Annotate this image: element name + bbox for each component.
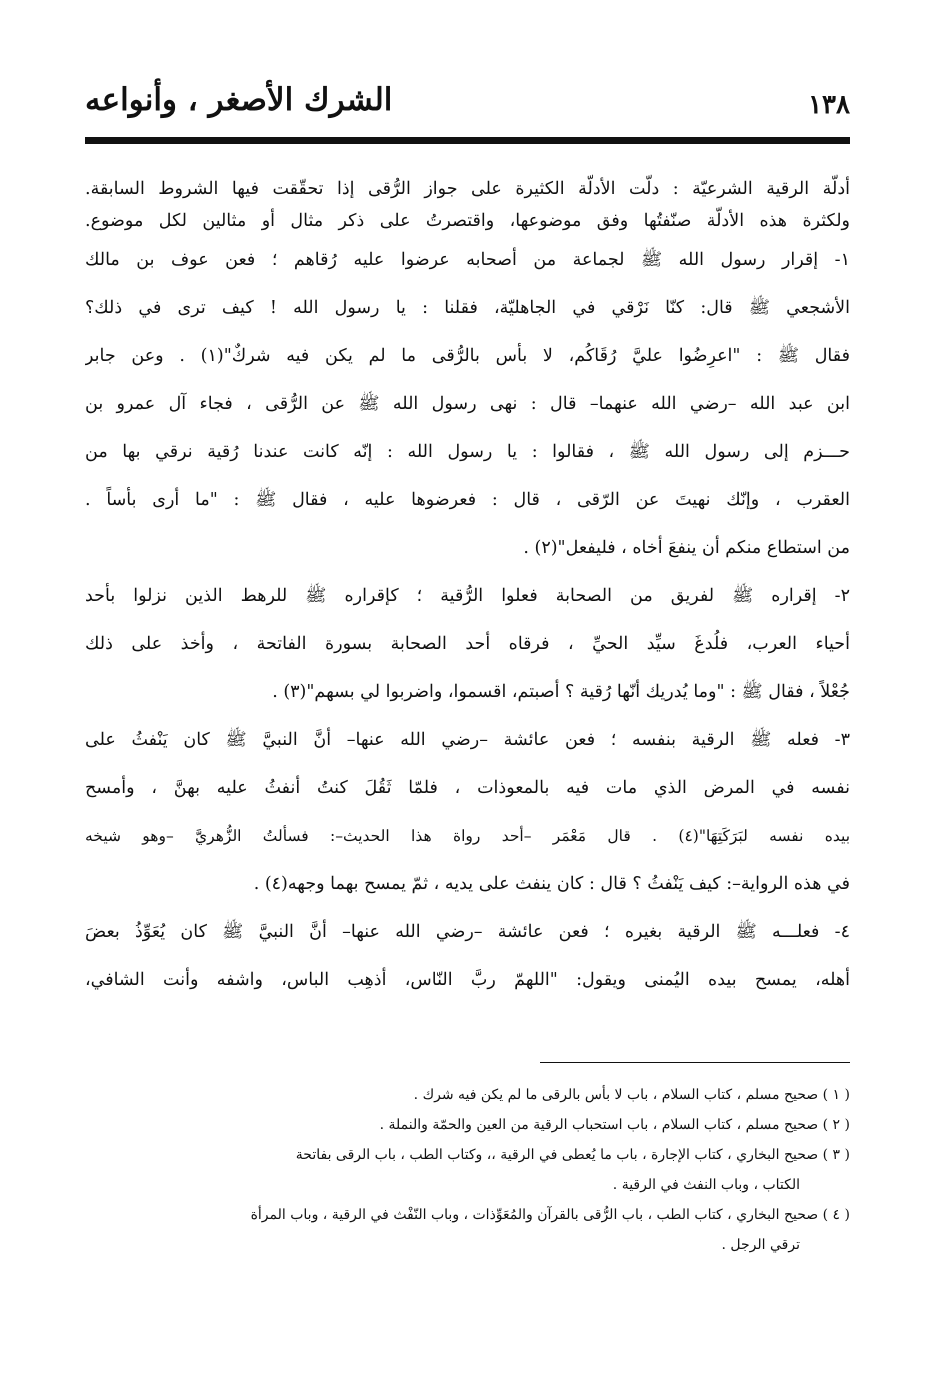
footnotes (85, 1080, 850, 1260)
text-line: ٢- إقراره ﷺ لفريق من الصحابة فعلوا الرُّقية ؛ كإقراره ﷺ للرهط الذين نزلوا بأحد (85, 586, 850, 606)
text-line: ٤- فعلـــه ﷺ الرقية بغيره ؛ فعن عائشة –رضي الله عنها– أنَّ النبيَّ ﷺ كان يُعَوِّذُ بعضَ (85, 922, 850, 942)
footnote-4-continuation: ترقي الرجل . (721, 1237, 800, 1253)
text-line: ولكثرة هذه الأدلّة صنّفتُها وفق موضوعها، واقتصرتُ على ذكر مثال أو مثالين لكل موضوع. (85, 211, 850, 231)
page-number: ١٣٨ (808, 90, 850, 120)
footnote-3-continuation: الكتاب ، وباب النفث في الرقية . (612, 1177, 800, 1193)
text-line: أحياء العرب، فلُدغَ سيِّد الحيِّ ، فرقاه أحد الصحابة بسورة الفاتحة ، وأخذ على ذلك (85, 634, 850, 654)
header-rule (85, 137, 850, 144)
page-header (85, 72, 850, 136)
footnote-4: ( ٤ ) صحيح البخاري ، كتاب الطب ، باب الرُّقى بالقرآن والمُعَوِّذات ، وباب النّفْث في الرقية ، وباب المرأة (250, 1207, 850, 1223)
text-line: العقرب ، وإنّك نهيتَ عن الرّقى ، قال : فعرضوها عليه ، فقال ﷺ : "ما أرى بأساً . (85, 490, 850, 510)
footnote-1: ( ١ ) صحيح مسلم ، كتاب السلام ، باب لا بأس بالرقى ما لم يكن فيه شرك . (413, 1087, 850, 1103)
main-text (85, 172, 850, 1004)
text-line: من استطاع منكم أن ينفعَ أخاه ، فليفعل"(٢) . (523, 538, 850, 558)
text-line: حـــزم إلى رسول الله ﷺ ، فقالوا : يا رسول الله : إنّه كانت عندنا رُقية نرقي بها من (85, 442, 850, 462)
text-line: أدلّة الرقية الشرعيّة : دلّت الأدلّة الكثيرة على جواز الرُّقى إذا تحقّقت فيها الشروط السابقة. (85, 179, 850, 199)
text-line: أهله، يمسح بيده اليُمنى ويقول: "اللهمّ ربَّ النّاس، أذهِب الباس، واشفه وأنت الشافي، (85, 970, 850, 990)
running-title: الشرك الأصغر ، وأنواعه (85, 82, 393, 118)
text-line: نفسه في المرض الذي مات فيه بالمعوذات ، فلمّا ثَقُلَ كنتُ أنفثُ عليه بهنَّ ، وأمسح (85, 778, 850, 798)
footnote-separator (540, 1062, 850, 1063)
text-line: فقال ﷺ : "اعرِضُوا عليَّ رُقَاكُم، لا بأس بالرُّقى ما لم يكن فيه شركٌ"(١) . وعن جابر (85, 346, 850, 366)
text-line: جُعْلاً ، فقال ﷺ : "وما يُدريك أنّها رُقية ؟ أصبتم، اقسموا، واضربوا لي بسهم"(٣) . (272, 682, 850, 702)
text-line: في هذه الرواية–: كيف يَنْفثُ ؟ قال : كان ينفث على يديه ، ثمّ يمسح بهما وجهه(٤) . (253, 874, 850, 894)
text-line: ٣- فعله ﷺ الرقية بنفسه ؛ فعن عائشة –رضي الله عنها– أنَّ النبيَّ ﷺ كان يَنْفثُ على (85, 730, 850, 750)
text-line: ١- إقرار رسول الله ﷺ لجماعة من أصحابه عرضوا عليه رُقاهم ؛ فعن عوف بن مالك (85, 250, 850, 270)
footnote-3: ( ٣ ) صحيح البخاري ، كتاب الإجارة ، باب ما يُعطى في الرقية ،، وكتاب الطب ، باب الرقى بفاتحة (295, 1147, 850, 1163)
text-line: ابن عبد الله –رضي الله عنهما– قال : نهى رسول الله ﷺ عن الرُّقى ، فجاء آل عمرو بن (85, 394, 850, 414)
text-line: الأشجعي ﷺ قال: كنّا نَرْقي في الجاهليّة، فقلنا : يا رسول الله ! كيف ترى في ذلك؟ (85, 298, 850, 318)
footnote-2: ( ٢ ) صحيح مسلم ، كتاب السلام ، باب استحباب الرقية من العين والحمّة والنملة . (379, 1117, 850, 1133)
text-line: بيده نفسه لبَرَكَتِهَا"(٤) . قال مَعْمَر –أحد رواة هذا الحديث–: فسألتُ الزُّهريَّ –وهو شيخه (85, 827, 850, 845)
